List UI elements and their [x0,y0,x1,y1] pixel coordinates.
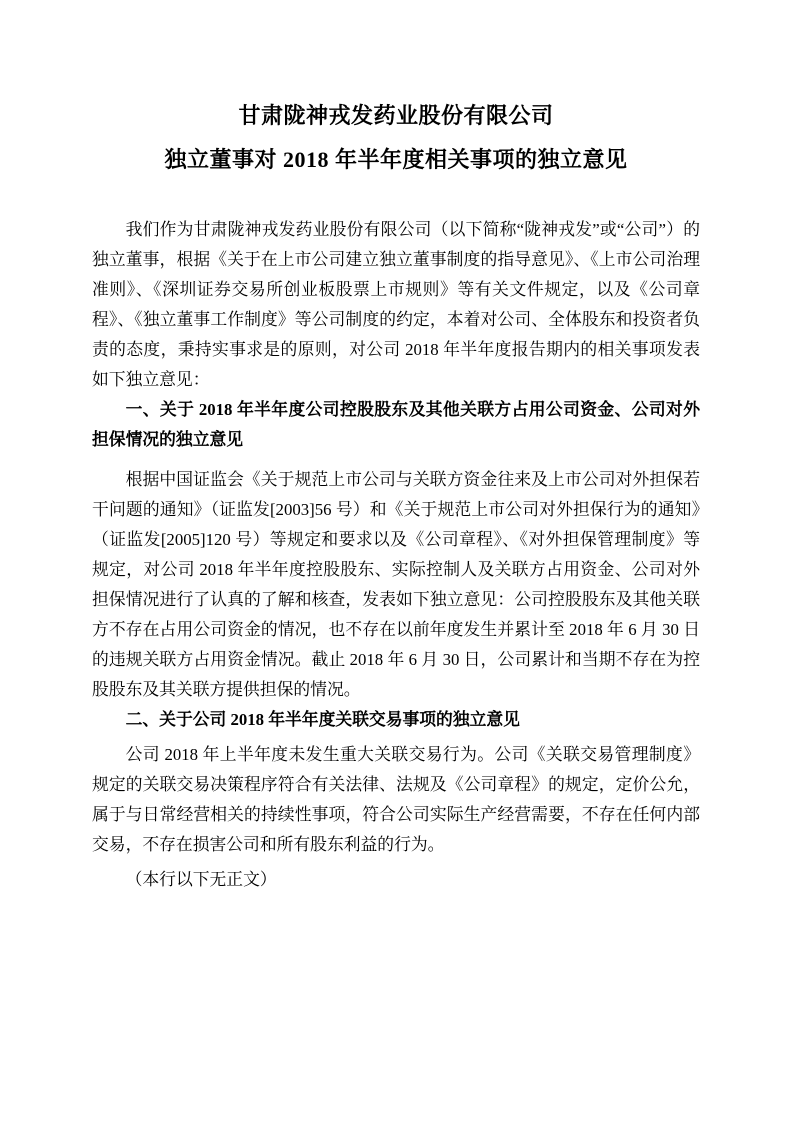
end-note: （本行以下无正文） [125,870,277,889]
section-1-paragraph: 根据中国证监会《关于规范上市公司与关联方资金往来及上市公司对外担保若干问题的通知》（证监发[2003]56 号）和《关于规范上市公司对外担保行为的通知》（证监发[2005]120 号）等规定和要求以及《公司章程》、《对外担保管理制度》等规定，对公司 2018 年半年度控股股东、实际控制人及关联方占用资金、公司对外担保情况进行了认真的了解和核查，发表如下独立意见：公司控股股东及其他关联方不存在占用公司资金的情况，也不存在以前年度发生并累计至 2018 年 6 月 30 日的违规关联方占用资金情况。截止 2018 年 6 月 30 日，公司累计和当期不存在为控股股东及其关联方提供担保的情况。 [92,470,700,699]
document-body [92,215,700,895]
document-subtitle: 独立董事对 2018 年半年度相关事项的独立意见 [164,147,628,172]
section-2-paragraph: 公司 2018 年上半年度未发生重大关联交易行为。公司《关联交易管理制度》规定的关联交易决策程序符合有关法律、法规及《公司章程》的规定，定价公允，属于与日常经营相关的持续性事项，符合公司实际生产经营需要，不存在任何内部交易，不存在损害公司和所有股东利益的行为。 [92,745,700,854]
section-1-heading: 一、关于 2018 年半年度公司控股股东及其他关联方占用公司资金、公司对外担保情况的独立意见 [92,400,700,449]
intro-paragraph: 我们作为甘肃陇神戎发药业股份有限公司（以下简称“陇神戎发”或“公司”）的独立董事，根据《关于在上市公司建立独立董事制度的指导意见》、《上市公司治理准则》、《深圳证券交易所创业板股票上市规则》等有关文件规定，以及《公司章程》、《独立董事工作制度》等公司制度的约定，本着对公司、全体股东和投资者负责的态度，秉持实事求是的原则，对公司 2018 年半年度报告期内的相关事项发表如下独立意见： [92,220,700,389]
section-2-heading: 二、关于公司 2018 年半年度关联交易事项的独立意见 [125,710,520,729]
document-title: 甘肃陇神戎发药业股份有限公司 [238,103,554,128]
